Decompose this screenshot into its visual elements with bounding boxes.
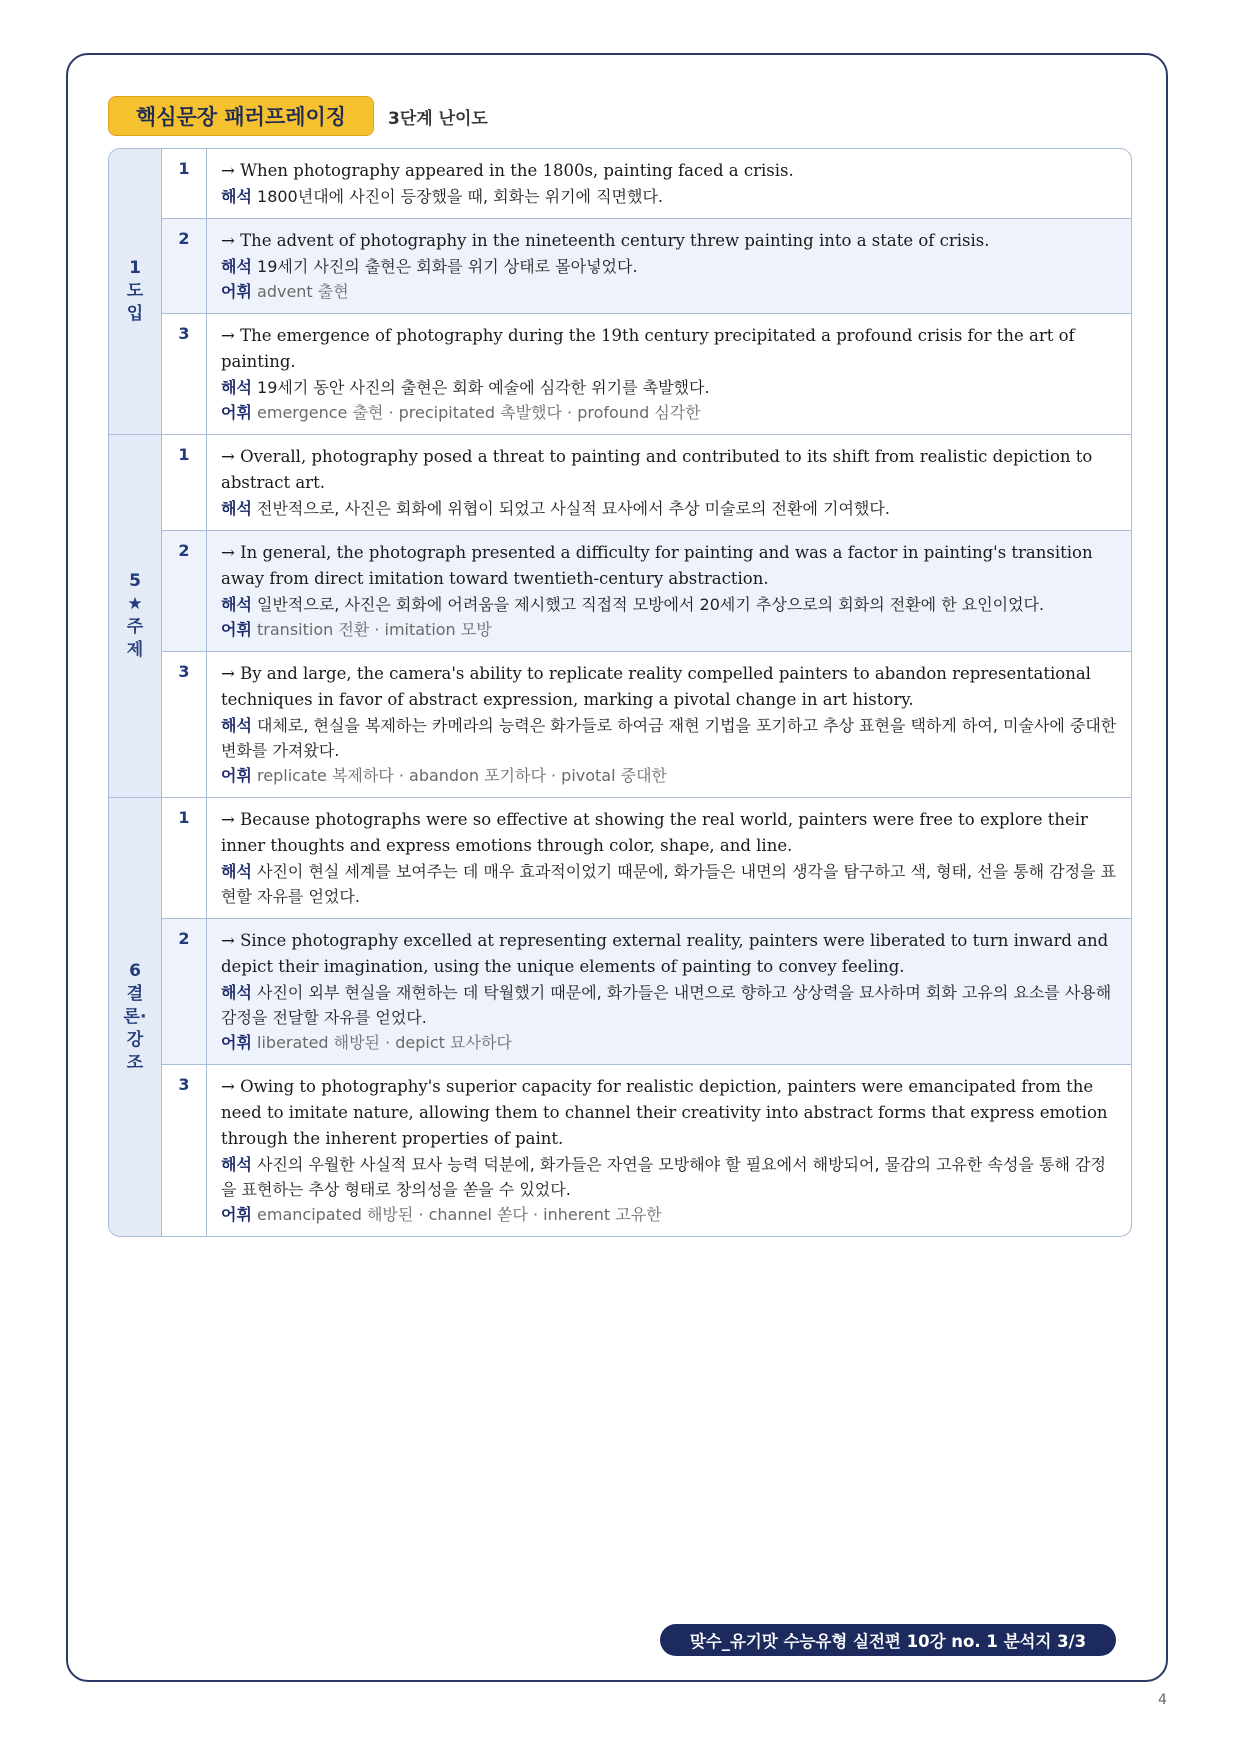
interp-label: 해석 (221, 862, 252, 881)
korean-translation (221, 980, 1117, 1030)
sentence-row (162, 652, 1131, 797)
korean-translation (221, 713, 1117, 763)
vocab-label: 어휘 (221, 282, 252, 301)
interp-text: 19세기 사진의 출현은 회화를 위기 상태로 몰아넣었다. (257, 257, 638, 276)
group-label-char: 도 (126, 281, 144, 301)
group-label-char: 제 (126, 640, 144, 660)
english-sentence: → The emergence of photography during the 19th century precipitated a profound crisis for the art of painting. (221, 326, 1075, 371)
interp-label: 해석 (221, 187, 252, 206)
row-number: 2 (162, 531, 207, 651)
row-content (207, 919, 1131, 1064)
interp-text: 19세기 동안 사진의 출현은 회화 예술에 심각한 위기를 촉발했다. (257, 378, 710, 397)
english-sentence: → Since photography excelled at representing external reality, painters were liberated to turn inward and depict their imagination, using the unique elements of painting to convey feeling. (221, 931, 1109, 976)
group-label-char: 5 (129, 571, 141, 591)
section-header (108, 96, 488, 136)
sentence-row (162, 798, 1131, 919)
vocabulary-line (221, 1202, 1117, 1227)
sentence-row (162, 149, 1131, 219)
vocab-label: 어휘 (221, 766, 252, 785)
row-number: 2 (162, 219, 207, 313)
group-label-char: 6 (129, 960, 141, 981)
group-label (109, 149, 162, 434)
vocab-text: emergence 출현 · precipitated 촉발했다 · profound 심각한 (257, 403, 701, 422)
interp-text: 전반적으로, 사진은 회화에 위협이 되었고 사실적 묘사에서 추상 미술로의 전환에 기여했다. (257, 499, 890, 518)
interp-label: 해석 (221, 378, 252, 397)
vocabulary-line (221, 279, 1117, 304)
korean-translation (221, 1152, 1117, 1202)
english-sentence: → The advent of photography in the nineteenth century threw painting into a state of crisis. (221, 231, 990, 250)
vocab-label: 어휘 (221, 1033, 252, 1052)
interp-text: 일반적으로, 사진은 회화에 어려움을 제시했고 직접적 모방에서 20세기 추상으로의 회화의 전환에 한 요인이었다. (257, 595, 1045, 614)
group-label-char: 주 (126, 617, 144, 637)
english-sentence: → In general, the photograph presented a difficulty for painting and was a factor in painting's transition away from direct imitation toward twentieth-century abstraction. (221, 543, 1093, 588)
english-sentence: → Owing to photography's superior capacity for realistic depiction, painters were emancipated from the need to imitate nature, allowing them to channel their creativity into abstract forms that express emotion through the inherent properties of paint. (221, 1077, 1108, 1148)
difficulty-level: 3단계 난이도 (388, 108, 488, 129)
footer-badge: 맞수_유기맛 수능유형 실전편 10강 no. 1 분석지 3/3 (660, 1624, 1116, 1656)
korean-translation (221, 254, 1117, 279)
vocabulary-line (221, 763, 1117, 788)
interp-text: 대체로, 현실을 복제하는 카메라의 능력은 화가들로 하여금 재현 기법을 포기하고 추상 표현을 택하게 하여, 미술사에 중대한 변화를 가져왔다. (221, 716, 1117, 760)
row-number: 1 (162, 149, 207, 218)
interp-text: 사진의 우월한 사실적 묘사 능력 덕분에, 화가들은 자연을 모방해야 할 필요에서 해방되어, 물감의 고유한 속성을 통해 감정을 표현하는 추상 형태로 창의성을 쏟을 수 있었다. (221, 1155, 1106, 1199)
interp-label: 해석 (221, 499, 252, 518)
vocabulary-line (221, 400, 1117, 425)
vocab-label: 어휘 (221, 620, 252, 639)
interp-text: 1800년대에 사진이 등장했을 때, 회화는 위기에 직면했다. (257, 187, 663, 206)
vocabulary-line (221, 1030, 1117, 1055)
vocab-text: emancipated 해방된 · channel 쏟다 · inherent 고유한 (257, 1205, 662, 1224)
row-content (207, 149, 1131, 218)
english-sentence: → When photography appeared in the 1800s, painting faced a crisis. (221, 161, 794, 180)
english-sentence: → By and large, the camera's ability to replicate reality compelled painters to abandon representational techniques in favor of abstract expression, marking a pivotal change in art history. (221, 664, 1091, 709)
row-content (207, 652, 1131, 797)
interp-text: 사진이 외부 현실을 재현하는 데 탁월했기 때문에, 화가들은 내면으로 향하고 상상력을 묘사하며 회화 고유의 요소를 사용해 감정을 전달할 자유를 얻었다. (221, 983, 1112, 1027)
group-label-char: 강 (126, 1029, 144, 1050)
sentence-row (162, 531, 1131, 652)
korean-translation (221, 375, 1117, 400)
vocab-text: liberated 해방된 · depict 묘사하다 (257, 1033, 512, 1052)
interp-label: 해석 (221, 983, 252, 1002)
sentence-row (162, 314, 1131, 434)
vocab-text: transition 전환 · imitation 모방 (257, 620, 492, 639)
row-number: 3 (162, 652, 207, 797)
group-label-char: 조 (126, 1052, 144, 1073)
interp-label: 해석 (221, 257, 252, 276)
sentence-row (162, 1065, 1131, 1236)
row-content (207, 435, 1131, 530)
group-label-char: 입 (126, 304, 144, 324)
row-number: 3 (162, 314, 207, 434)
section-group (109, 149, 1131, 435)
row-content (207, 219, 1131, 313)
row-content (207, 1065, 1131, 1236)
sentence-row (162, 435, 1131, 531)
interp-label: 해석 (221, 1155, 252, 1174)
korean-translation (221, 592, 1117, 617)
vocab-label: 어휘 (221, 1205, 252, 1224)
sentence-row (162, 919, 1131, 1065)
row-content (207, 531, 1131, 651)
page-number: 4 (1158, 1692, 1167, 1708)
english-sentence: → Overall, photography posed a threat to painting and contributed to its shift from realistic depiction to abstract art. (221, 447, 1093, 492)
paraphrase-table (108, 148, 1132, 1237)
korean-translation (221, 184, 1117, 209)
vocab-text: advent 출현 (257, 282, 349, 301)
group-label-char: 1 (129, 258, 141, 278)
vocabulary-line (221, 617, 1117, 642)
section-group (109, 798, 1131, 1236)
row-number: 1 (162, 435, 207, 530)
group-label-char: 론· (123, 1006, 147, 1027)
english-sentence: → Because photographs were so effective at showing the real world, painters were free to explore their inner thoughts and express emotions through color, shape, and line. (221, 810, 1088, 855)
group-label-char: ★ (127, 594, 143, 614)
group-label (109, 798, 162, 1236)
row-number: 3 (162, 1065, 207, 1236)
row-content (207, 798, 1131, 918)
group-label (109, 435, 162, 797)
korean-translation (221, 496, 1117, 521)
vocab-text: replicate 복제하다 · abandon 포기하다 · pivotal 중대한 (257, 766, 668, 785)
korean-translation (221, 859, 1117, 909)
group-label-char: 결 (126, 983, 144, 1004)
section-group (109, 435, 1131, 798)
interp-label: 해석 (221, 716, 252, 735)
interp-label: 해석 (221, 595, 252, 614)
section-tag: 핵심문장 패러프레이징 (108, 96, 374, 136)
interp-text: 사진이 현실 세계를 보여주는 데 매우 효과적이었기 때문에, 화가들은 내면의 생각을 탐구하고 색, 형태, 선을 통해 감정을 표현할 자유를 얻었다. (221, 862, 1117, 906)
row-number: 2 (162, 919, 207, 1064)
vocab-label: 어휘 (221, 403, 252, 422)
row-content (207, 314, 1131, 434)
sentence-row (162, 219, 1131, 314)
row-number: 1 (162, 798, 207, 918)
